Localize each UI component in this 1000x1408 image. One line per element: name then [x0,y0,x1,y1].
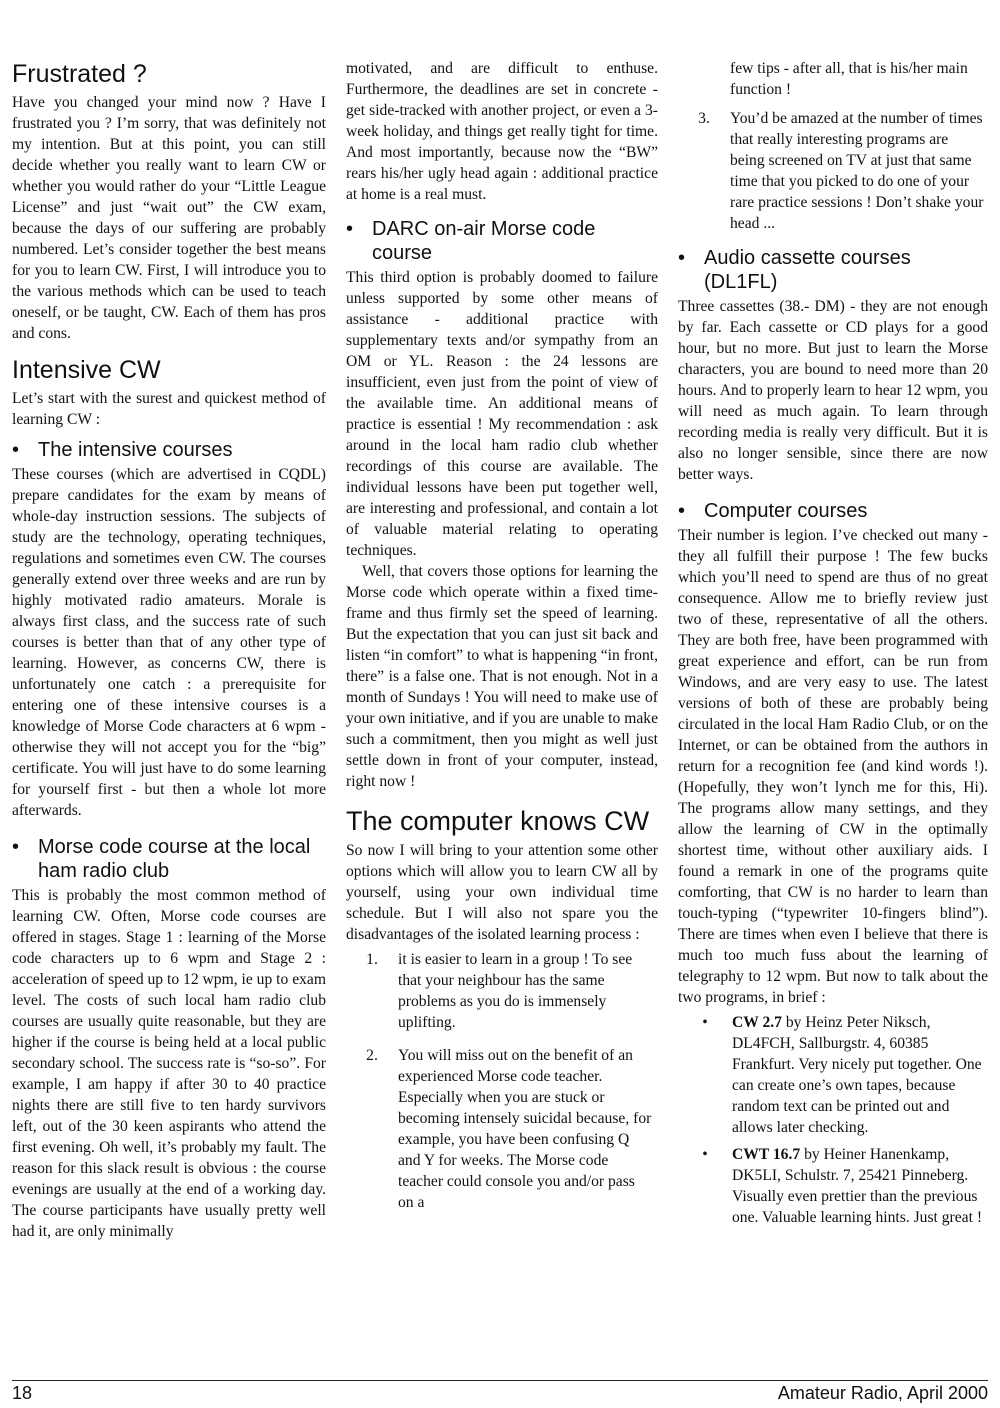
programs-list [678,1012,988,1228]
list-text: You’d be amazed at the number of times that really interesting programs are being screened on TV at just that same time that you picked to do one of your rare practice sessions ! Don’t shake your head ... [730,110,984,232]
list-text: You will miss out on the benefit of an experienced Morse code teacher. Especially when you are stuck or becoming intensely suicidal because, for example, you have been confusing Q and Y for weeks. The Morse code teacher could console you and/or pass on a [398,1047,652,1211]
list-item-continued: few tips - after all, that is his/her main function ! [730,60,968,98]
list-item [678,1144,988,1228]
heading-computer-knows-cw: The computer knows CW [346,806,650,836]
subheading-text: DARC on-air Morse code course [372,218,596,264]
list-number: 3. [698,110,710,127]
paragraph-computer: So now I will bring to your attention some other options which will allow you to learn CW all by yourself, using your own individual time schedule. But I will also not spare you the disadvantages of the isolated learning process : [346,842,658,943]
subheading-intensive-courses [12,438,326,462]
subheading-text: Morse code course at the local ham radio club [38,836,311,882]
program-description [732,1012,988,1138]
column-2 [346,58,658,1225]
paragraph-audio-cassette: Three cassettes (38.- DM) - they are not enough by far. Each cassette or CD plays for a good hour, but no more. But just to learn the Morse characters, you are bound to need more than 20 hours. And to properly learn to hear 12 wpm, you will need as much again. To learn through recording media is really very difficult. But it is also no longer sensible, since there are now better ways. [678,298,988,483]
heading-intensive-cw: Intensive CW [12,356,161,384]
column-1 [12,58,326,1242]
subheading-text: Audio cassette courses (DL1FL) [704,247,911,293]
paragraph-computer-courses: Their number is legion. I’ve checked out many - they all fulfill their purpose ! The few bucks which you’ll need to spend are thus of no great consequence. Allow me to briefly review just two of these, representative of all the others. They are both free, have been programmed with great experience and effort, can be run from Windows, and are very easy to use. The latest versions of both of these are probably being circulated in the local Ham Radio Club, or on the Internet, or can be obtained from the authors in return for a recognition fee (and kind words !). (Hopefully, they won’t lynch me for this, Hi). The programs allow many settings, and they allow the learning of CW in the optimally shortest time, without other auxiliary aids. I found a remark in one of the programs quite comforting, that CW is no harder to learn than touch-typing (“typewriter 10-fingers blind”). There are times when even I believe that there is much too much fuss about the learning of telegraphy to 12 wpm. But now to talk about the two programs, in brief : [678,527,988,1006]
subheading-audio-cassette [678,246,988,294]
program-description [732,1144,988,1228]
bullet-icon: • [12,439,20,461]
paragraph-club-course: This is probably the most common method of learning CW. Often, Morse code courses are offered in stages. Stage 1 : learning of the Morse code characters up to 6 wpm and Stage 2 : acceleration of speed up to 12 wpm, ie up to exam level. The costs of such local ham radio club courses are usually quite reasonable, but they are higher if the course is being held at a local public secondary school. The success rate is “so-so”. For example, I am happy if after 30 to 40 practice nights there are still five to ten hardy survivors left, out of the 30 keen aspirants who attend the first evening. Oh well, it’s probably my fault. The reason for this slack result is obvious : the course evenings are usually at the end of a working day. The course participants have usually pretty well had it, are only minimally [12,887,326,1240]
program-name: CW 2.7 [732,1014,782,1031]
disadvantages-list [346,949,658,1213]
bullet-icon: • [702,1146,708,1163]
list-item [678,108,988,234]
bullet-icon: • [346,218,354,240]
publication-info: Amateur Radio, April 2000 [777,1383,988,1403]
bullet-icon: • [678,500,686,522]
subheading-text: The intensive courses [38,439,233,461]
list-item [346,1045,658,1213]
bullet-icon: • [678,247,686,269]
subheading-text: Computer courses [704,500,868,522]
paragraph-frustrated: Have you changed your mind now ? Have I frustrated you ? I’m sorry, that was definitely not my intention. But at this point, you can still decide whether you really want to learn CW or whether you would rather do your “Little League License” and just “wait out” the CW exam, because the days of our suffering are probably numbered. Let’s consider together the best means for you to learn CW. First, I will introduce you to the various methods which can be used to teach oneself, or be taught, CW. Each of them has pros and cons. [12,94,326,342]
list-text: it is easier to learn in a group ! To see that your neighbour has the same problems as you do is immensely uplifting. [398,951,633,1031]
list-number: 1. [366,951,378,968]
program-details: by Heiner Hanenkamp, DK5LI, Schulstr. 7, 25421 Pinneberg. Visually even prettier than the previous one. Valuable learning hints. Just great ! [732,1146,983,1226]
heading-frustrated: Frustrated ? [12,60,147,88]
program-details: by Heinz Peter Niksch, DL4FCH, Sallburgstr. 4, 60385 Frankfurt. Very nicely put together. One can create one’s own tapes, because random text can be printed out and allows later checking. [732,1014,982,1136]
disadvantages-list-continued [678,108,988,234]
page-footer [12,1380,988,1404]
list-number: 2. [366,1047,378,1064]
list-item [678,1012,988,1138]
subheading-darc-course [346,217,658,265]
subheading-computer-courses [678,499,988,523]
paragraph-club-continued: motivated, and are difficult to enthuse. Furthermore, the deadlines are set in concrete - get side-tracked with another project, or even a 3-week holiday, and things get really tight for time. And most importantly, because now the “BW” rears his/her ugly head again : additional practice at home is a real must. [346,60,658,203]
paragraph-darc-course: This third option is probably doomed to failure unless supported by some other means of assistance - additional practice with supplementary texts and/or sympathy from an OM or YL. Reason : the 24 lessons are insufficient, even just from the point of view of the available time. An additional means of practice is essential ! My recommendation : ask around in the local ham radio club whether recordings of this course are available. The individual lessons have been put together well, are interesting and professional, and contain a lot of valuable material relating to operating techniques. [346,269,658,559]
paragraph-intensive-cw: Let’s start with the surest and quickest method of learning CW : [12,390,326,428]
column-3 [678,58,988,1234]
paragraph-well: Well, that covers those options for learning the Morse code which operate within a fixed time-frame and thus firmly set the speed of learning. But the expectation that you can just sit back and listen “in comfort” to what is happening “in front, there” is a false one. That is not enough. Not in a month of Sundays ! You will need to make use of your own initiative, and if you are unable to make such a commitment, then you might as well just settle down in front of your computer, instead, right now ! [346,563,658,790]
bullet-icon: • [702,1014,708,1031]
bullet-icon: • [12,836,20,858]
list-item [346,949,658,1033]
page-number: 18 [12,1383,33,1403]
paragraph-intensive-courses: These courses (which are advertised in CQDL) prepare candidates for the exam by means of whole-day instruction sessions. The subjects of study are the technology, operating techniques, regulations and sometimes even CW. The courses generally extend over three weeks and are run by highly motivated radio amateurs. Morale is always first class, and the success rate of such courses is better than that of any other type of learning. However, as concerns CW, there is unfortunately one catch : a prerequisite for entering one of these intensive courses is a knowledge of Morse Code characters at 6 wpm - otherwise they will not accept you for the “big” certificate. You will just have to do some learning for yourself first - but then a whole lot more afterwards. [12,466,326,819]
subheading-club-course [12,835,326,883]
program-name: CWT 16.7 [732,1146,801,1163]
